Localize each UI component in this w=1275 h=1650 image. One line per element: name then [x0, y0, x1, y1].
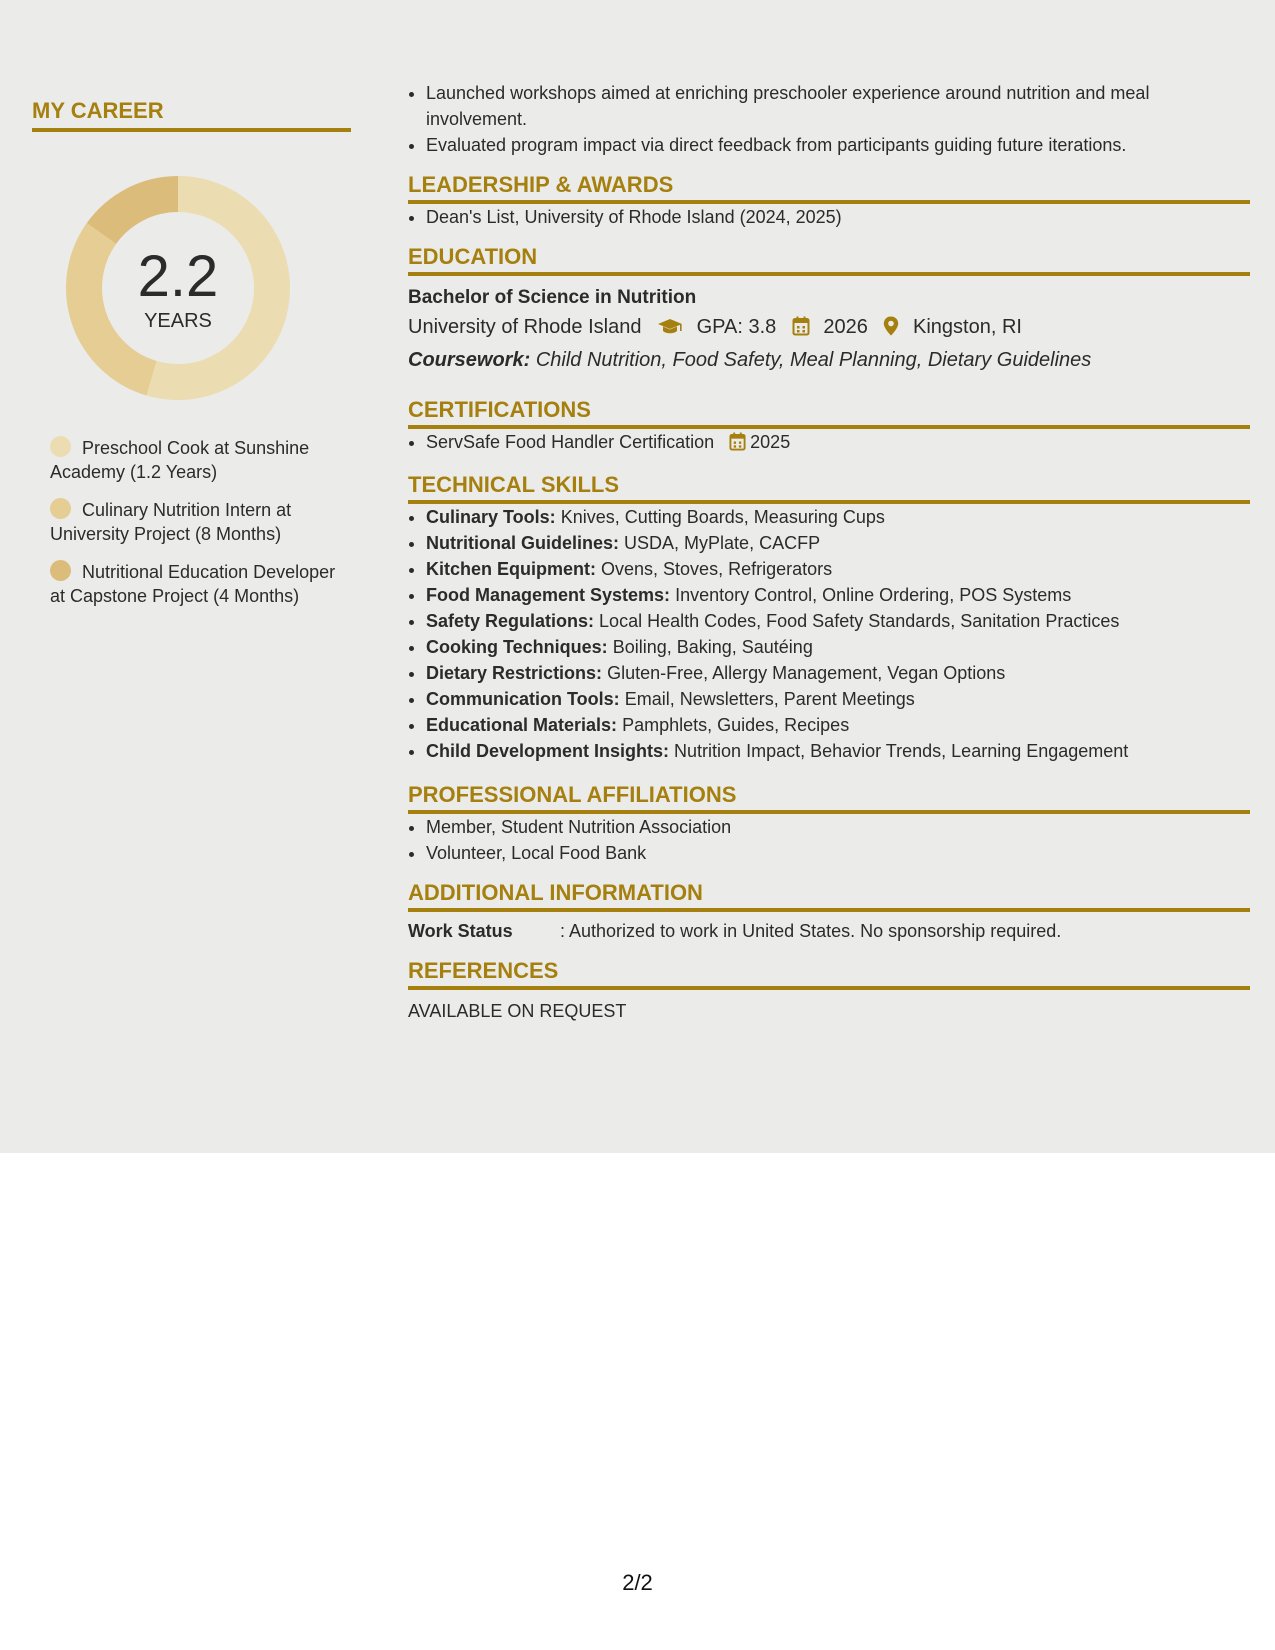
skill-label: Culinary Tools: — [426, 507, 556, 527]
work-status-row — [408, 918, 1250, 944]
legend-item — [50, 436, 340, 484]
education-title: EDUCATION — [408, 244, 1250, 276]
references-title: REFERENCES — [408, 958, 1250, 990]
skill-item — [426, 738, 1250, 764]
skill-label: Communication Tools: — [426, 689, 620, 709]
career-total-value: 2.2 — [137, 244, 219, 309]
career-title: MY CAREER — [32, 98, 351, 132]
skill-label: Dietary Restrictions: — [426, 663, 603, 683]
career-total-unit: YEARS — [144, 310, 212, 332]
certification-date — [719, 432, 790, 452]
references-text: AVAILABLE ON REQUEST — [408, 1001, 627, 1021]
skill-label: Kitchen Equipment: — [426, 559, 596, 579]
education-details — [408, 312, 1250, 345]
education-year: 2026 — [823, 316, 868, 338]
legend-item — [50, 498, 340, 546]
education-coursework — [408, 345, 1250, 375]
skill-value: Local Health Codes, Food Safety Standards, Sanitation Practices — [599, 611, 1120, 631]
skill-value: Knives, Cutting Boards, Measuring Cups — [560, 507, 885, 527]
experience-bullets — [408, 80, 1250, 158]
experience-bullet: • Evaluated program impact via direct feedback from participants guiding future iterations. — [426, 132, 1250, 158]
skill-item — [426, 634, 1250, 660]
calendar-icon — [792, 315, 810, 345]
skill-value: Email, Newsletters, Parent Meetings — [624, 689, 915, 709]
affiliation-item: • Member, Student Nutrition Association — [426, 814, 1250, 840]
affiliation-item: • Volunteer, Local Food Bank — [426, 840, 1250, 866]
certifications-list — [408, 429, 1250, 458]
education-degree: Bachelor of Science in Nutrition — [408, 287, 697, 308]
legend-label: Nutritional Education Developer at Capstone Project (4 Months) — [50, 562, 336, 606]
education-gpa: GPA: 3.8 — [696, 316, 777, 338]
skill-value: Ovens, Stoves, Refrigerators — [601, 559, 833, 579]
legend-item — [50, 560, 340, 608]
graduation-cap-icon — [657, 315, 683, 345]
affiliations-list — [408, 814, 1250, 866]
skill-item — [426, 504, 1250, 530]
right-column — [408, 80, 1250, 1024]
skills-section — [408, 472, 1250, 764]
skill-value: Boiling, Baking, Sautéing — [612, 637, 813, 657]
leadership-title: LEADERSHIP & AWARDS — [408, 172, 1250, 204]
affiliations-section — [408, 782, 1250, 866]
skill-value: Inventory Control, Online Ordering, POS Systems — [675, 585, 1072, 605]
donut-center — [66, 176, 290, 400]
career-donut-chart — [66, 176, 290, 400]
skill-item — [426, 686, 1250, 712]
additional-title: ADDITIONAL INFORMATION — [408, 880, 1250, 912]
legend-label: Preschool Cook at Sunshine Academy (1.2 Years) — [50, 438, 310, 482]
affiliations-title: PROFESSIONAL AFFILIATIONS — [408, 782, 1250, 814]
certification-year: 2025 — [750, 432, 791, 452]
skill-item — [426, 712, 1250, 738]
leadership-list — [408, 204, 1250, 230]
skill-label: Educational Materials: — [426, 715, 618, 735]
certifications-section — [408, 397, 1250, 458]
calendar-icon — [729, 432, 746, 458]
skill-item — [426, 556, 1250, 582]
skill-value: Gluten-Free, Allergy Management, Vegan Options — [607, 663, 1006, 683]
career-legend — [50, 436, 340, 622]
legend-label: Culinary Nutrition Intern at University Project (8 Months) — [50, 500, 292, 544]
skill-label: Nutritional Guidelines: — [426, 533, 620, 553]
page-number: 2/2 — [622, 1570, 653, 1595]
coursework-label: Coursework: — [408, 349, 531, 371]
work-status-value: : Authorized to work in United States. No sponsorship required. — [560, 921, 1062, 941]
skill-label: Food Management Systems: — [426, 585, 671, 605]
skill-label: Safety Regulations: — [426, 611, 595, 631]
education-school: University of Rhode Island — [408, 316, 642, 338]
skill-label: Child Development Insights: — [426, 741, 670, 761]
skill-label: Cooking Techniques: — [426, 637, 608, 657]
skill-item — [426, 582, 1250, 608]
coursework-value: Child Nutrition, Food Safety, Meal Planning, Dietary Guidelines — [535, 349, 1092, 371]
skills-title: TECHNICAL SKILLS — [408, 472, 1250, 504]
work-status-label: Work Status — [408, 921, 513, 941]
certification-name: ServSafe Food Handler Certification — [426, 432, 715, 452]
skill-value: Nutrition Impact, Behavior Trends, Learning Engagement — [674, 741, 1129, 761]
skill-item — [426, 608, 1250, 634]
skills-list — [408, 504, 1250, 764]
certification-item — [426, 429, 1250, 458]
skill-item — [426, 530, 1250, 556]
certifications-title: CERTIFICATIONS — [408, 397, 1250, 429]
experience-bullet: • Launched workshops aimed at enriching preschooler experience around nutrition and meal involvement. — [426, 80, 1250, 132]
education-location: Kingston, RI — [913, 316, 1022, 338]
map-pin-icon — [883, 315, 899, 345]
leadership-item: • Dean's List, University of Rhode Island (2024, 2025) — [426, 204, 1250, 230]
skill-value: Pamphlets, Guides, Recipes — [622, 715, 850, 735]
skill-value: USDA, MyPlate, CACFP — [624, 533, 821, 553]
leadership-section — [408, 172, 1250, 230]
additional-section — [408, 880, 1250, 944]
left-column — [32, 98, 351, 606]
education-section — [408, 244, 1250, 375]
references-section — [408, 958, 1250, 1024]
legend-swatch — [50, 436, 71, 457]
legend-swatch — [50, 560, 71, 581]
skill-item — [426, 660, 1250, 686]
legend-swatch — [50, 498, 71, 519]
